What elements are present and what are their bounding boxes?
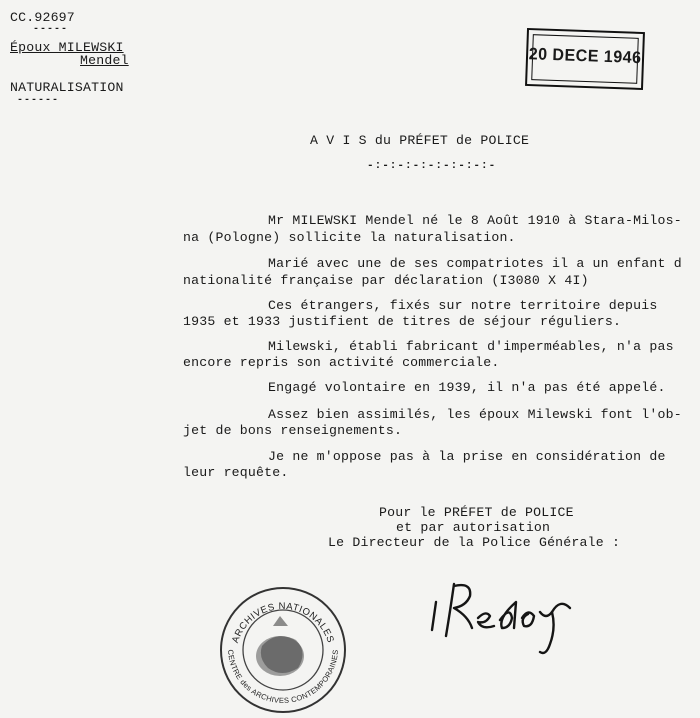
date-stamp-text: 20 DECE 1946 [528,45,642,68]
paragraph-3-line-2: 1935 et 1933 justifient de titres de séjour réguliers. [183,314,622,329]
subject-underline: ------ [17,95,60,106]
seal-top-text: ARCHIVES NATIONALES [230,600,336,645]
closing-line-3: Le Directeur de la Police Générale : [328,535,621,550]
file-reference-underline: ----- [33,24,69,35]
paragraph-3-line-1: Ces étrangers, fixés sur notre territoire depuis [268,298,658,313]
closing-line-2: et par autorisation [396,520,551,535]
paragraph-6-line-1: Assez bien assimilés, les époux Milewski font l'ob- [268,407,682,422]
file-reference: CC.92697 [10,10,75,25]
paragraph-2-line-1: Marié avec une de ses compatriotes il a un enfant d [268,256,682,271]
subject-label: NATURALISATION [10,80,124,95]
paragraph-1-line-1: Mr MILEWSKI Mendel né le 8 Août 1910 à Stara-Milos- [268,213,682,228]
paragraph-4-line-1: Milewski, établi fabricant d'imperméables, n'a pas [268,339,674,354]
paragraph-5-line-1: Engagé volontaire en 1939, il n'a pas été appelé. [268,380,666,395]
paragraph-6-line-2: jet de bons renseignements. [183,423,403,438]
signature [420,572,590,662]
paragraph-4-line-2: encore repris son activité commerciale. [183,355,500,370]
paragraph-2-line-2: nationalité française par déclaration (I3080 X 4I) [183,273,589,288]
paragraph-1-line-2: na (Pologne) sollicite la naturalisation. [183,230,516,245]
seal-bottom-text: CENTRE des ARCHIVES CONTEMPORAINES [225,649,341,706]
paragraph-7-line-1: Je ne m'oppose pas à la prise en considération de [268,449,666,464]
paragraph-7-line-2: leur requête. [183,465,289,480]
spouses-name: Époux MILEWSKI [10,40,124,55]
spouses-firstname: Mendel [80,53,129,68]
document-title: A V I S du PRÉFET de POLICE [310,133,530,148]
archives-seal [218,586,348,714]
date-stamp [525,28,645,90]
title-rule: -:-:-:-:-:-:-:-:- [367,160,497,172]
closing-line-1: Pour le PRÉFET de POLICE [379,505,574,520]
